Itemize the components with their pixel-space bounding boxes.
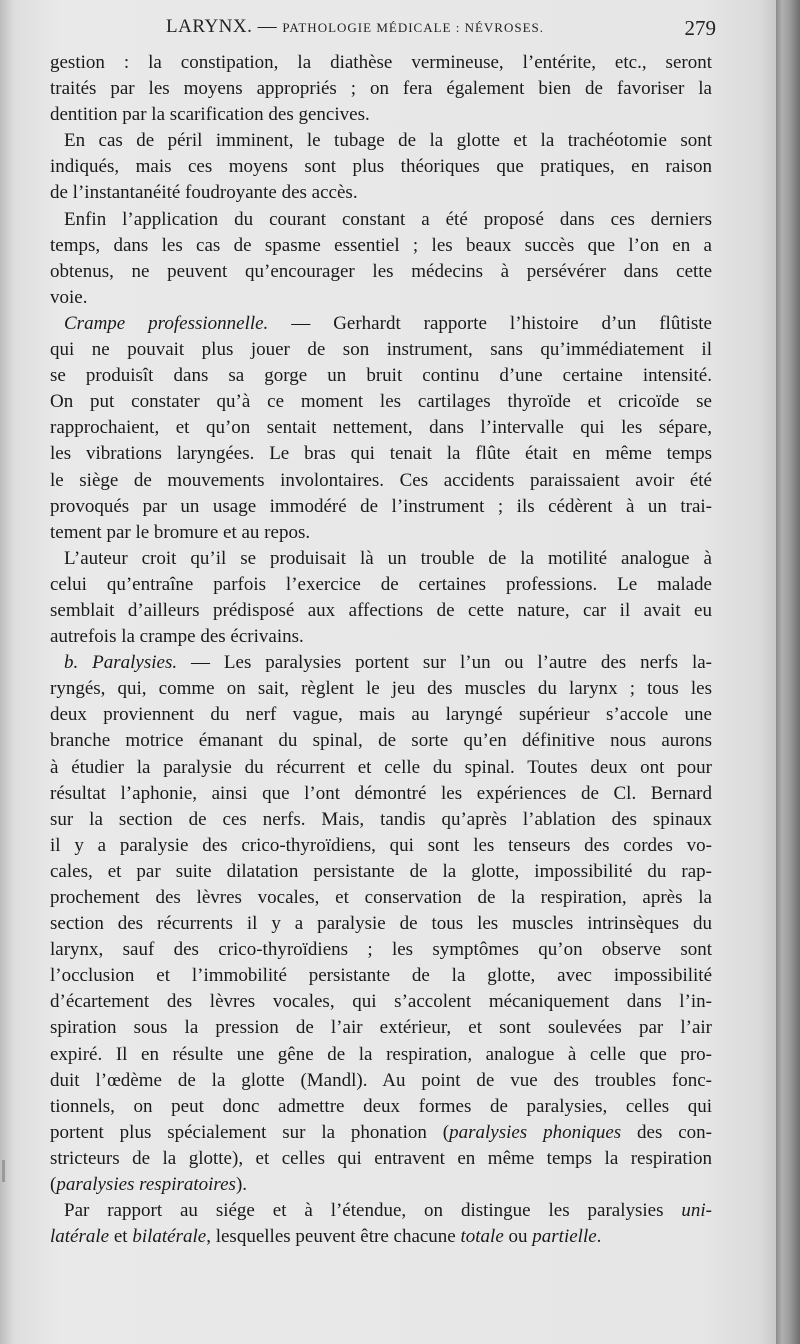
line-text: il y a paralysie des crico-thyroïdiens, qui sont les tenseurs des cordes vo- <box>50 834 712 856</box>
line-text: ). <box>235 1174 248 1196</box>
text-line <box>50 76 712 102</box>
line-text: des con- <box>621 1121 712 1143</box>
page-number: 279 <box>684 16 716 40</box>
text-line <box>50 285 712 311</box>
text-line <box>50 624 712 650</box>
text-line <box>50 728 712 754</box>
line-text: expiré. Il en résulte une gêne de la respiration, analogue à celle que pro- <box>50 1043 712 1065</box>
text-line <box>50 128 712 154</box>
text-line <box>50 363 712 389</box>
line-text: voie. <box>50 286 88 308</box>
line-text: gestion : la constipation, la diathèse vermineuse, l’entérite, etc., seront <box>50 52 712 73</box>
text-line <box>50 1172 712 1198</box>
text-line <box>50 807 712 833</box>
text-line <box>50 520 712 546</box>
line-text: — Les paralysies portent sur l’un ou l’autre des nerfs la- <box>177 652 712 674</box>
text-line <box>50 1015 712 1041</box>
text-line <box>50 50 712 76</box>
line-text: qui ne pouvait plus jouer de son instrument, sans qu’immédiatement il <box>50 339 712 361</box>
line-text: En cas de péril imminent, le tubage de la glotte et la trachéotomie sont <box>64 130 712 152</box>
line-text: portent plus spécialement sur la phonation ( <box>50 1121 450 1143</box>
line-text: ryngés, qui, comme on sait, règlent le jeu des muscles du larynx ; tous les <box>50 678 712 700</box>
text-line <box>50 441 712 467</box>
text-line <box>50 598 712 624</box>
line-text: Enfin l’application du courant constant a été proposé dans ces derniers <box>64 208 712 230</box>
line-text: sur la section de ces nerfs. Mais, tandis qu’après l’ablation des spinaux <box>50 808 712 830</box>
italic-text: Crampe professionnelle. <box>64 312 269 334</box>
italic-text: uni- <box>681 1200 712 1222</box>
line-text: le siège de mouvements involontaires. Ces accidents paraissaient avoir été <box>50 469 712 491</box>
text-line <box>50 154 712 180</box>
text-line <box>50 885 712 911</box>
running-head <box>166 16 544 38</box>
line-text: celui qu’entraîne parfois l’exercice de certaines professions. Le malade <box>50 573 712 595</box>
text-line <box>50 937 712 963</box>
text-line <box>50 207 712 233</box>
line-text: résultat l’aphonie, ainsi que l’ont démontré les expériences de Cl. Bernard <box>50 782 712 804</box>
line-text: obtenus, ne peuvent qu’encourager les médecins à persévérer dans cette <box>50 260 712 282</box>
text-line <box>50 1094 712 1120</box>
line-text: rapprochaient, et qu’on sentait nettement, dans l’intervalle qui les sépare, <box>50 417 712 439</box>
line-text: — Gerhardt rapporte l’histoire d’un flûtiste <box>268 312 712 334</box>
italic-text: latérale <box>50 1226 110 1248</box>
italic-text: paralysies respiratoires <box>56 1174 236 1196</box>
line-text: ou <box>503 1226 533 1248</box>
line-text: provoqués par un usage immodéré de l’instrument ; ils cédèrent à un trai- <box>50 495 712 517</box>
text-line <box>50 1146 712 1172</box>
text-line <box>50 702 712 728</box>
text-line <box>50 337 712 363</box>
italic-text: totale <box>460 1226 504 1248</box>
line-text: L’auteur croit qu’il se produisait là un trouble de la motilité analogue à <box>64 547 712 569</box>
italic-text: bilatérale <box>132 1226 207 1248</box>
italic-text: paralysies phoniques <box>449 1121 622 1143</box>
line-text: autrefois la crampe des écrivains. <box>50 626 304 648</box>
text-line <box>50 1224 712 1250</box>
running-head-title: LARYNX. — <box>166 16 278 37</box>
line-text: les vibrations laryngées. Le bras qui tenait la flûte était en même temps <box>50 443 712 465</box>
line-text: de l’instantanéité foudroyante des accès. <box>50 182 358 204</box>
line-text: l’occlusion et l’immobilité persistante de la glotte, avec impossibilité <box>50 965 712 987</box>
text-line <box>50 833 712 859</box>
line-text: indiqués, mais ces moyens sont plus théoriques que pratiques, en raison <box>50 156 712 178</box>
text-line <box>50 963 712 989</box>
line-text: cales, et par suite dilatation persistante de la glotte, impossibilité du rap- <box>50 860 712 882</box>
book-spine <box>776 0 800 1344</box>
text-line <box>50 1198 712 1224</box>
line-text: semblait d’ailleurs prédisposé aux affections de cette nature, car il avait eu <box>50 599 712 621</box>
line-text: branche motrice émanant du spinal, de sorte qu’en définitive nous aurons <box>50 730 712 752</box>
line-text: , lesquelles peuvent être chacune <box>206 1226 461 1248</box>
text-line <box>50 1068 712 1094</box>
text-line <box>50 311 712 337</box>
line-text: larynx, sauf des crico-thyroïdiens ; les symptômes qu’on observe sont <box>50 939 712 961</box>
text-line <box>50 415 712 441</box>
margin-mark <box>2 1160 5 1182</box>
line-text: traités par les moyens appropriés ; on fera également bien de favoriser la <box>50 78 712 100</box>
line-text: stricteurs de la glotte), et celles qui entravent en même temps la respiration <box>50 1147 712 1169</box>
line-text: tement par le bromure et au repos. <box>50 521 311 543</box>
italic-text: partielle <box>532 1226 597 1248</box>
line-text: ( <box>50 1174 57 1196</box>
line-text: et <box>109 1226 133 1248</box>
page-header <box>48 14 716 44</box>
text-line <box>50 1120 712 1146</box>
text-line <box>50 650 712 676</box>
line-text: prochement des lèvres vocales, et conservation de la respiration, après la <box>50 887 712 908</box>
text-line <box>50 102 712 128</box>
line-text: se produisît dans sa gorge un bruit continu d’une certaine intensité. <box>50 365 712 387</box>
text-line <box>50 1042 712 1068</box>
text-line <box>50 781 712 807</box>
line-text: tionnels, on peut donc admettre deux formes de paralysies, celles qui <box>50 1095 712 1117</box>
line-text: deux proviennent du nerf vague, mais au laryngé supérieur s’accole une <box>50 704 712 726</box>
text-line <box>50 259 712 285</box>
text-line <box>50 468 712 494</box>
text-line <box>50 389 712 415</box>
line-text: . <box>596 1226 602 1248</box>
line-text: duit l’œdème de la glotte (Mandl). Au point de vue des troubles fonc- <box>50 1069 712 1091</box>
text-line <box>50 233 712 259</box>
text-line <box>50 546 712 572</box>
line-text: spiration sous la pression de l’air extérieur, et sont soulevées par l’air <box>50 1017 712 1039</box>
italic-text: b. Paralysies. <box>64 652 178 674</box>
line-text: section des récurrents il y a paralysie de tous les muscles intrinsèques du <box>50 913 712 935</box>
text-line <box>50 911 712 937</box>
line-text: On put constater qu’à ce moment les cartilages thyroïde et cricoïde se <box>50 391 712 413</box>
text-line <box>50 572 712 598</box>
line-text: temps, dans les cas de spasme essentiel ; les beaux succès que l’on en a <box>50 234 712 256</box>
line-text: à étudier la paralysie du récurrent et celle du spinal. Toutes deux ont pour <box>50 756 712 778</box>
text-line <box>50 180 712 206</box>
body-text <box>50 50 712 1250</box>
text-line <box>50 755 712 781</box>
line-text: dentition par la scarification des gencives. <box>50 104 370 126</box>
running-head-section: PATHOLOGIE MÉDICALE : NÉVROSES. <box>282 20 545 35</box>
line-text: d’écartement des lèvres vocales, qui s’accolent mécaniquement dans l’in- <box>50 991 712 1013</box>
line-text: Par rapport au siége et à l’étendue, on distingue les paralysies <box>64 1200 682 1222</box>
text-line <box>50 494 712 520</box>
text-line <box>50 676 712 702</box>
text-line <box>50 859 712 885</box>
text-line <box>50 989 712 1015</box>
